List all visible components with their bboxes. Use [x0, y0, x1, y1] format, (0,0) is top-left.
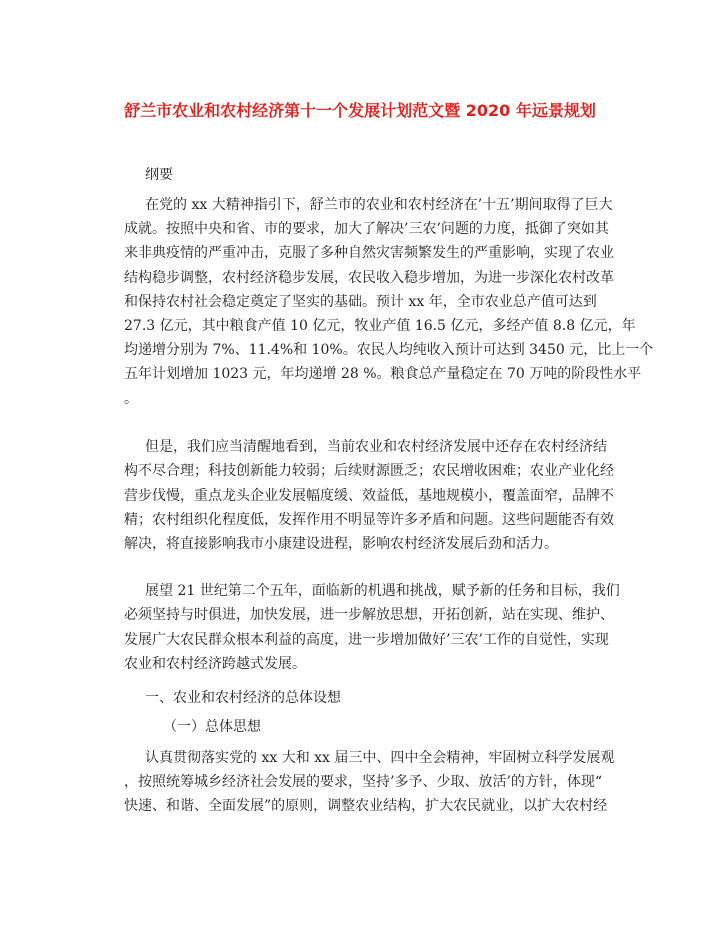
- paragraph-line: 必须坚持与时俱进，加快发展，进一步解放思想，开拓创新，站在实现、维护、: [124, 607, 614, 623]
- paragraph-line: 来非典疫情的严重冲击，克服了多种自然灾害频繁发生的严重影响，实现了农业: [124, 245, 614, 261]
- paragraph-line: 成就。按照中央和省、市的要求，加大了解决’三农’问题的力度，抵御了突如其: [124, 221, 609, 237]
- paragraph-line: 展望 21 世纪第二个五年，面临新的机遇和挑战，赋予新的任务和目标，我们: [145, 583, 620, 599]
- paragraph-line: ，按照统筹城乡经济社会发展的要求，坚持’多予、少取、放活’的方针，体现“: [124, 774, 603, 790]
- paragraph-line: 发展广大农民群众根本利益的高度，进一步增加做好’三农’工作的自觉性，实现: [124, 632, 609, 648]
- paragraph-line: 在党的 xx 大精神指引下，舒兰市的农业和农村经济在’十五’期间取得了巨大: [145, 197, 613, 213]
- paragraph-line: 五年计划增加 1023 元，年均递增 28 %。粮食总产量稳定在 70 万吨的阶段性水平: [124, 366, 642, 382]
- paragraph-line: 但是，我们应当清醒地看到，当前农业和农村经济发展中还存在农村经济结: [145, 439, 607, 455]
- document-title: 舒兰市农业和农村经济第十一个发展计划范文暨 2020 年远景规划: [124, 101, 596, 120]
- paragraph-line: 和保持农村社会稳定奠定了坚实的基础。预计 xx 年，全市农业总产值可达到: [124, 294, 597, 310]
- paragraph-line: 快速、和谐、全面发展”的原则，调整农业结构，扩大农民就业，以扩大农村经: [124, 798, 608, 814]
- paragraph-line: 27.3 亿元，其中粮食产值 10 亿元，牧业产值 16.5 亿元，多经产值 8.8 亿元，年: [124, 318, 636, 334]
- paragraph-line: 农业和农村经济跨越式发展。: [124, 656, 306, 672]
- paragraph-line: 均递增分别为 7%、11.4%和 10%。农民人均纯收入预计可达到 3450 元，比上一个: [124, 342, 654, 358]
- paragraph-line: 解决，将直接影响我市小康建设进程，影响农村经济发展后劲和活力。: [124, 536, 558, 552]
- paragraph-line: 结构稳步调整，农村经济稳步发展，农民收入稳步增加，为进一步深化农村改革: [124, 270, 614, 286]
- paragraph-line: 营步伐慢，重点龙头企业发展幅度缓、效益低，基地规模小，覆盖面窄，品牌不: [124, 488, 614, 504]
- outline-label: 纲要: [145, 167, 173, 183]
- paragraph-line: 。: [124, 391, 138, 407]
- paragraph-line: 构不尽合理；科技创新能力较弱；后续财源匮乏；农民增收困难；农业产业化经: [124, 463, 614, 479]
- subsection-heading: （一）总体思想: [163, 719, 261, 735]
- paragraph-line: 精；农村组织化程度低，发挥作用不明显等许多矛盾和问题。这些问题能否有效: [124, 512, 614, 528]
- section-heading: 一、农业和农村经济的总体设想: [145, 690, 341, 706]
- paragraph-line: 认真贯彻落实党的 xx 大和 xx 届三中、四中全会精神，牢固树立科学发展观: [145, 750, 615, 766]
